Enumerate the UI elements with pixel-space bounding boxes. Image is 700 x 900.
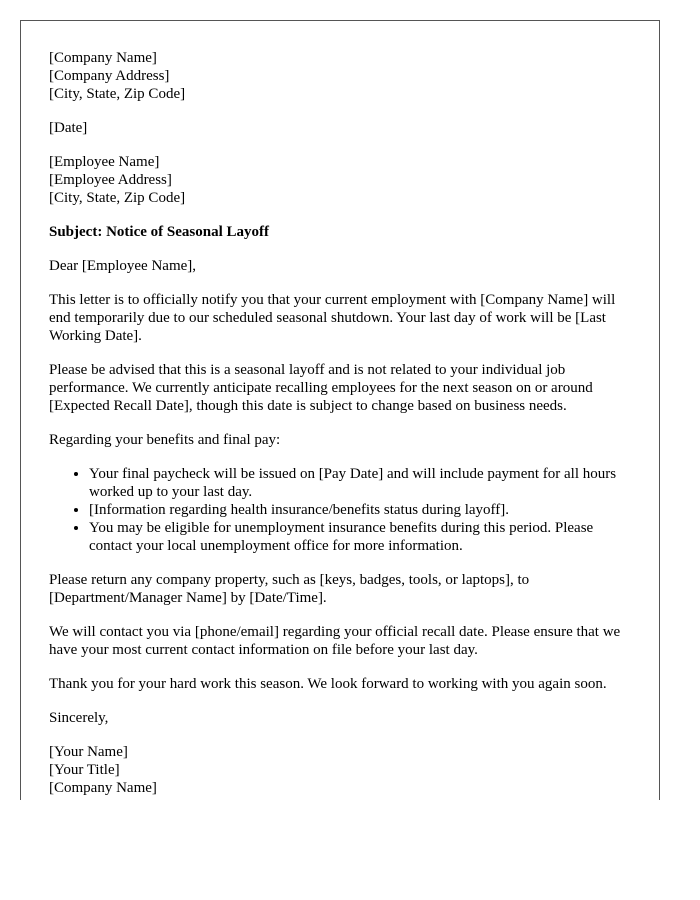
- sender-company-address: [Company Address]: [49, 68, 170, 84]
- body-paragraph: We will contact you via [phone/email] regarding your official recall date. Please ensure that we have your most current contact information on file before your last day.: [49, 624, 621, 658]
- letter-date: [Date]: [49, 120, 88, 136]
- recipient-address-block: [49, 153, 631, 207]
- recipient-city-state-zip: [City, State, Zip Code]: [49, 190, 186, 206]
- body-paragraph: Please return any company property, such as [keys, badges, tools, or laptops], to [Department/Manager Name] by [Date/Time].: [49, 572, 530, 606]
- list-item: • Your final paycheck will be issued on [Pay Date] and will include payment for all hours worked up to your last day.: [89, 465, 631, 501]
- sender-city-state-zip: [City, State, Zip Code]: [49, 86, 186, 102]
- body-paragraph: Please be advised that this is a seasonal layoff and is not related to your individual job performance. We currently anticipate recalling employees for the next season on or around [Expected Recall Date], though this date is subject to change based on business needs.: [49, 362, 593, 414]
- letter-page: [20, 20, 660, 800]
- letter-content: [21, 21, 659, 797]
- signature-block: [49, 743, 631, 797]
- signature-name: [Your Name]: [49, 744, 128, 760]
- recipient-name: [Employee Name]: [49, 154, 160, 170]
- sender-company-name: [Company Name]: [49, 50, 157, 66]
- signature-title: [Your Title]: [49, 762, 120, 778]
- list-item: • You may be eligible for unemployment insurance benefits during this period. Please contact your local unemployment office for more information.: [89, 519, 631, 555]
- list-item: • [Information regarding health insurance/benefits status during layoff].: [89, 501, 631, 519]
- letter-subject: Subject: Notice of Seasonal Layoff: [49, 224, 269, 240]
- signature-company: [Company Name]: [49, 780, 157, 796]
- recipient-address: [Employee Address]: [49, 172, 172, 188]
- body-paragraph: Thank you for your hard work this season. We look forward to working with you again soon.: [49, 676, 607, 692]
- benefits-list: [49, 465, 631, 555]
- sender-address-block: [49, 49, 631, 103]
- closing: Sincerely,: [49, 710, 109, 726]
- body-paragraph: Regarding your benefits and final pay:: [49, 432, 281, 448]
- salutation: Dear [Employee Name],: [49, 258, 197, 274]
- body-paragraph: This letter is to officially notify you that your current employment with [Company Name] will end temporarily due to our scheduled seasonal shutdown. Your last day of work will be [Last Working Date].: [49, 292, 616, 344]
